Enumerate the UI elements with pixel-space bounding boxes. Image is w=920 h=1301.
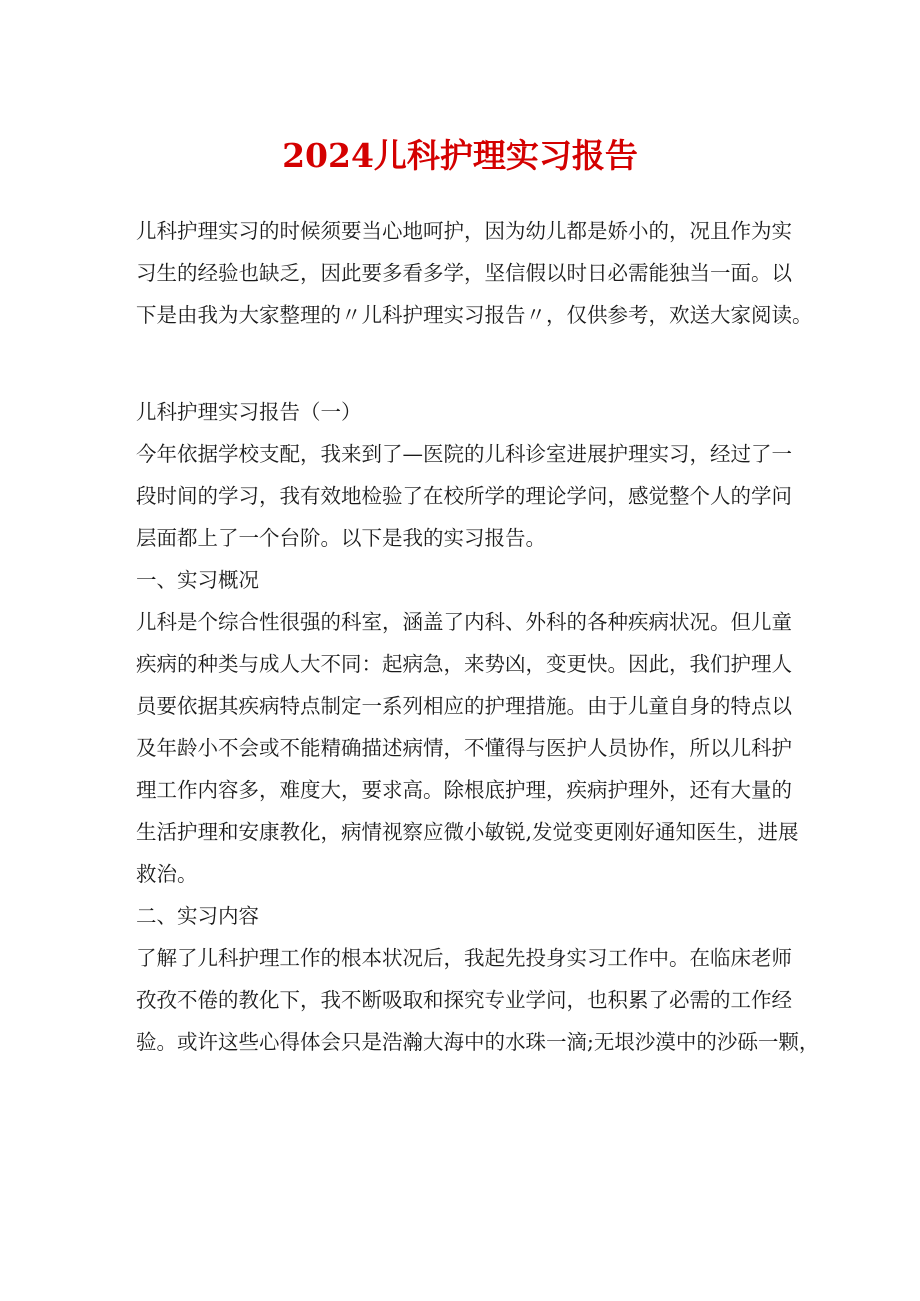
paragraph-line: 今年依据学校支配，我来到了—医院的儿科诊室进展护理实习，经过了一: [136, 442, 792, 466]
paragraph-line: 理工作内容多，难度大，要求高。除根底护理，疾病护理外，还有大量的: [136, 778, 792, 802]
paragraph-line: 员要依据其疾病特点制定一系列相应的护理措施。由于儿童自身的特点以: [136, 694, 792, 718]
paragraph-line: 生活护理和安康教化，病情视察应微小敏锐,发觉变更刚好通知医生，进展: [136, 820, 799, 844]
subheading-content: 二、实习内容: [136, 904, 259, 928]
paragraph-line: 层面都上了一个台阶。以下是我的实习报告。: [136, 526, 546, 550]
paragraph-line: 救治。: [136, 862, 198, 886]
paragraph-1: [136, 433, 792, 559]
spacer: [136, 336, 786, 391]
paragraph-line: 段时间的学习，我有效地检验了在校所学的理论学问，感觉整个人的学问: [136, 484, 792, 508]
document-body: [136, 210, 820, 1063]
paragraph-line: 验。或许这些心得体会只是浩瀚大海中的水珠一滴;无垠沙漠中的沙砾一颗，: [136, 1030, 820, 1054]
intro-line: 习生的经验也缺乏，因此要多看多学，坚信假以时日必需能独当一面。以: [136, 261, 792, 285]
paragraph-line: 疾病的种类与成人大不同：起病急，来势凶，变更快。因此，我们护理人: [136, 652, 792, 676]
paragraph-3: [136, 937, 820, 1063]
section-heading: 儿科护理实习报告（一）: [136, 400, 362, 424]
paragraph-2: [136, 601, 799, 895]
paragraph-line: 了解了儿科护理工作的根本状况后，我起先投身实习工作中。在临床老师: [136, 946, 792, 970]
paragraph-line: 及年龄小不会或不能精确描述病情，不懂得与医护人员协作，所以儿科护: [136, 736, 792, 760]
subheading-overview: 一、实习概况: [136, 568, 259, 592]
intro-line: 下是由我为大家整理的〃儿科护理实习报告〃，仅供参考，欢送大家阅读。: [136, 303, 813, 327]
paragraph-line: 儿科是个综合性很强的科室，涵盖了内科、外科的各种疾病状况。但儿童: [136, 610, 792, 634]
intro-paragraph: [136, 210, 813, 336]
paragraph-line: 孜孜不倦的教化下，我不断吸取和探究专业学问，也积累了必需的工作经: [136, 988, 792, 1012]
intro-line: 儿科护理实习的时候须要当心地呵护，因为幼儿都是娇小的，况且作为实: [136, 219, 792, 243]
document-title: 2024儿科护理实习报告: [282, 136, 638, 175]
